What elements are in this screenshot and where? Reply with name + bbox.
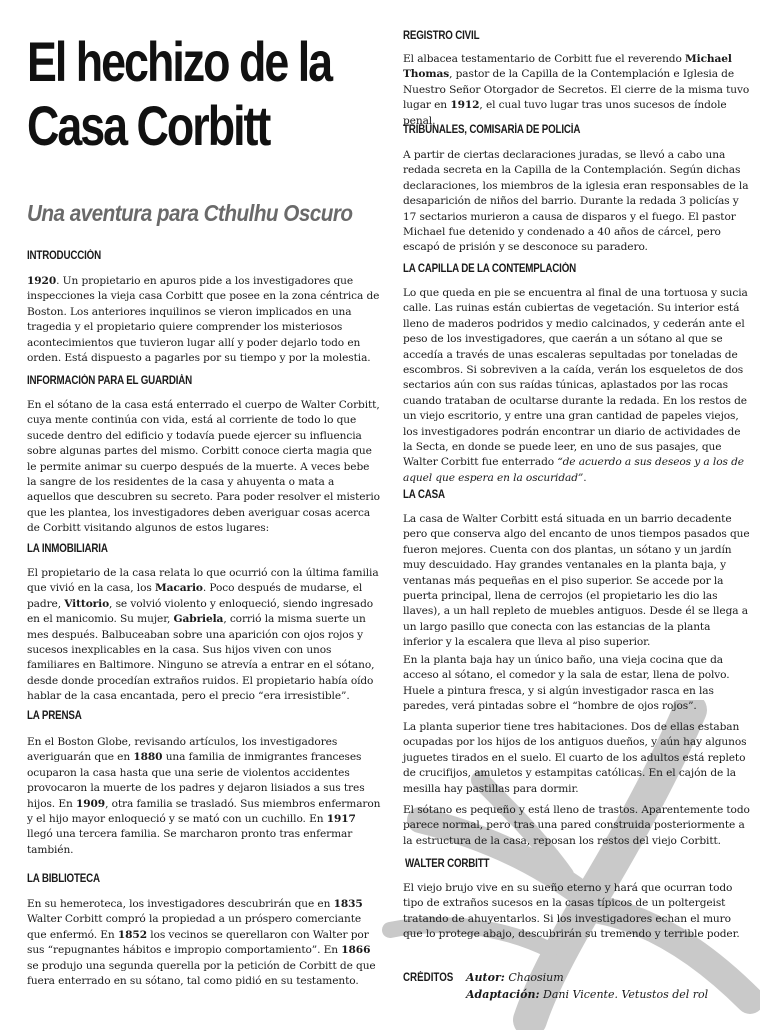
page-title [27,30,332,158]
title-line-2: Casa Corbitt [27,94,270,157]
paragraph-la-casa-3: La planta superior tiene tres habitaciones. Dos de ellas estaban ocupadas por los hijos de los antiguos dueños, y aún hay algunos juguetes tirados en el suelo. El cuarto de los adultos está repleto de crucifijos, amuletos y estampitas católicas. En el cajón de la mesilla hay pastillas para dormir. [403,721,747,795]
heading-capilla: LA CAPILLA DE LA CONTEMPLACIÓN [403,263,577,275]
paragraph-introduccion: 1920. Un propietario en apuros pide a los investigadores que inspecciones la vieja casa Corbitt que posee en la zona céntrica de Boston. Los anteriores inquilinos se vieron implicados en una tragedia y el propietario quiere comprender los misteriosos acontecimientos que tuvieron lugar allí y poder dejarlo todo en orden. Está dispuesto a pagarles por su tiempo y por la molestia. [27,275,380,365]
paragraph-inmobiliaria: El propietario de la casa relata lo que ocurrió con la última familia que vivió en la casa, los Macario. Poco después de mudarse, el padre, Vittorio, se volvió violento y enloqueció, siendo ingresado en el manicomio. Su mujer, Gabriela, corrió la misma suerte un mes después. Balbuceaban sobre una aparición con ojos rojos y sucesos inexplicables en la casa. Sus hijos viven con unos familiares en Baltimore. Ninguno se atrevía a entrar en el sótano, desde donde procedían extraños ruidos. El propietario había oído hablar de la casa encantada, pero el precio “era irresistible”. [27,567,379,703]
paragraph-registro-civil: El albacea testamentario de Corbitt fue el reverendo Michael Thomas, pastor de la Capilla de la Contemplación e Iglesia de Nuestro Señor Otorgador de Secretos. El cierre de la misma tuvo lugar en 1912, el cual tuvo lugar tras unos sucesos de índole penal. [403,53,750,127]
paragraph-capilla: Lo que queda en pie se encuentra al final de una tortuosa y sucia calle. Las ruinas están cubiertas de vegetación. Su interior está lleno de maderos podridos y medio calcinados, y cederán ante el peso de los investigadores, que caerán a un sótano al que se accedía a través de unas escaleras sepultadas por toneladas de escombros. Si sobreviven a la caída, verán los esqueletos de dos sectarios aún con sus raídas túnicas, aplastados por las rocas cuando trataban de ocultarse durante la redada. En los restos de un viejo escritorio, y entre una gran cantidad de papeles viejos, los investigadores podrán encontrar un diario de actividades de la Secta, en donde se puede leer, en uno de sus pasajes, que Walter Corbitt fue enterrado “de acuerdo a sus deseos y a los de aquel que espera en la oscuridad”. [403,287,748,484]
title-line-1: El hechizo de la [27,30,332,93]
heading-inmobiliaria: LA INMOBILIARIA [27,543,108,555]
heading-prensa: LA PRENSA [27,710,82,722]
paragraph-informacion-guardian: En el sótano de la casa está enterrado el cuerpo de Walter Corbitt, cuya mente continúa con vida, está al corriente de todo lo que sucede dentro del edificio y todavía puede ejercer su influencia sobre algunas partes del mismo. Corbitt conoce cierta magia que le permite animar su cuerpo después de la muerte. A veces bebe la sangre de los residentes de la casa y ahuyenta o mata a aquellos que descubren su secreto. Para poder resolver el misterio que les plantea, los investigadores deben averiguar cosas acerca de Corbitt visitando algunos de estos lugares: [27,399,380,535]
heading-la-casa: LA CASA [403,489,445,501]
credits-author: Autor: Chaosium [466,971,564,984]
credits-adaptation: Adaptación: Dani Vicente. Vetustos del rol [466,988,709,1001]
paragraph-prensa: En el Boston Globe, revisando artículos, los investigadores averiguarán que en 1880 una familia de inmigrantes franceses ocuparon la casa hasta que una serie de violentos accidentes provocaron la muerte de los padres y dejaron lisiados a sus tres hijos. En 1909, otra familia se trasladó. Sus miembros enfermaron y el hijo mayor enloqueció y se mató con un cuchillo. En 1917 llegó una tercera familia. Se marcharon pronto tras enfermar también. [27,736,381,856]
heading-registro-civil: REGISTRO CIVIL [403,30,480,42]
paragraph-walter-corbitt: El viejo brujo vive en su sueño eterno y hará que ocurran todo tipo de extraños sucesos en la casas típicos de un poltergeist tratando de ahuyentarlos. Si los investigadores echan el muro que lo protege abajo, descubrirán su tremendo y terrible poder. [403,882,740,941]
page-subtitle: Una aventura para Cthulhu Oscuro [27,200,353,226]
paragraph-la-casa-4: El sótano es pequeño y está lleno de trastos. Aparentemente todo parece normal, pero tras una pared construida posteriormente a la estructura de la casa, reposan los restos del viejo Corbitt. [403,804,750,847]
heading-walter-corbitt: WALTER CORBITT [405,858,490,870]
paragraph-biblioteca: En su hemeroteca, los investigadores descubrirán que en 1835 Walter Corbitt compró la propiedad a un próspero comerciante que enfermó. En 1852 los vecinos se querellaron con Walter por sus “repugnantes hábitos e impropio comportamiento”. En 1866 se produjo una segunda querella por la petición de Corbitt de que fuera enterrado en su sótano, tal como pidió en su testamento. [27,898,376,988]
paragraph-tribunales: A partir de ciertas declaraciones juradas, se llevó a cabo una redada secreta en la Capilla de la Contemplación. Según dichas declaraciones, los miembros de la iglesia eran responsables de la desaparición de niños del barrio. Durante la redada 3 policías y 17 sectarios murieron a causa de disparos y el fuego. El pastor Michael fue detenido y condenado a 40 años de cárcel, pero escapó de prisión y se desconoce su paradero. [403,149,749,254]
heading-biblioteca: LA BIBLIOTECA [27,873,100,885]
credits-heading: CRÉDITOS [403,972,454,984]
paragraph-la-casa-2: En la planta baja hay un único baño, una vieja cocina que da acceso al sótano, el comedor y la sala de estar, llena de polvo. Huele a pintura fresca, y si algún investigador rasca en las paredes, verá pintadas sobre el “hombre de ojos rojos”. [403,654,730,713]
heading-tribunales: TRIBUNALES, COMISARÍA DE POLICÍA [403,124,581,136]
paragraph-la-casa-1: La casa de Walter Corbitt está situada en un barrio decadente pero que conserva algo del encanto de unos tiempos pasados que fueron mejores. Cuenta con dos plantas, un sótano y un jardín muy descuidado. Hay grandes ventanales en la planta baja, y ventanas más pequeñas en el piso superior. Se accede por la puerta principal, llena de cerrojos (el propietario les dio las llaves), a un hall repleto de muebles antiguos. Desde él se llega a un largo pasillo que conecta con las estancias de la planta inferior y la escalera que lleva al piso superior. [403,513,750,649]
credits [403,970,750,1010]
heading-informacion-guardian: INFORMACIÓN PARA EL GUARDIÁN [27,375,193,387]
heading-introduccion: INTRODUCCIÓN [27,250,101,262]
